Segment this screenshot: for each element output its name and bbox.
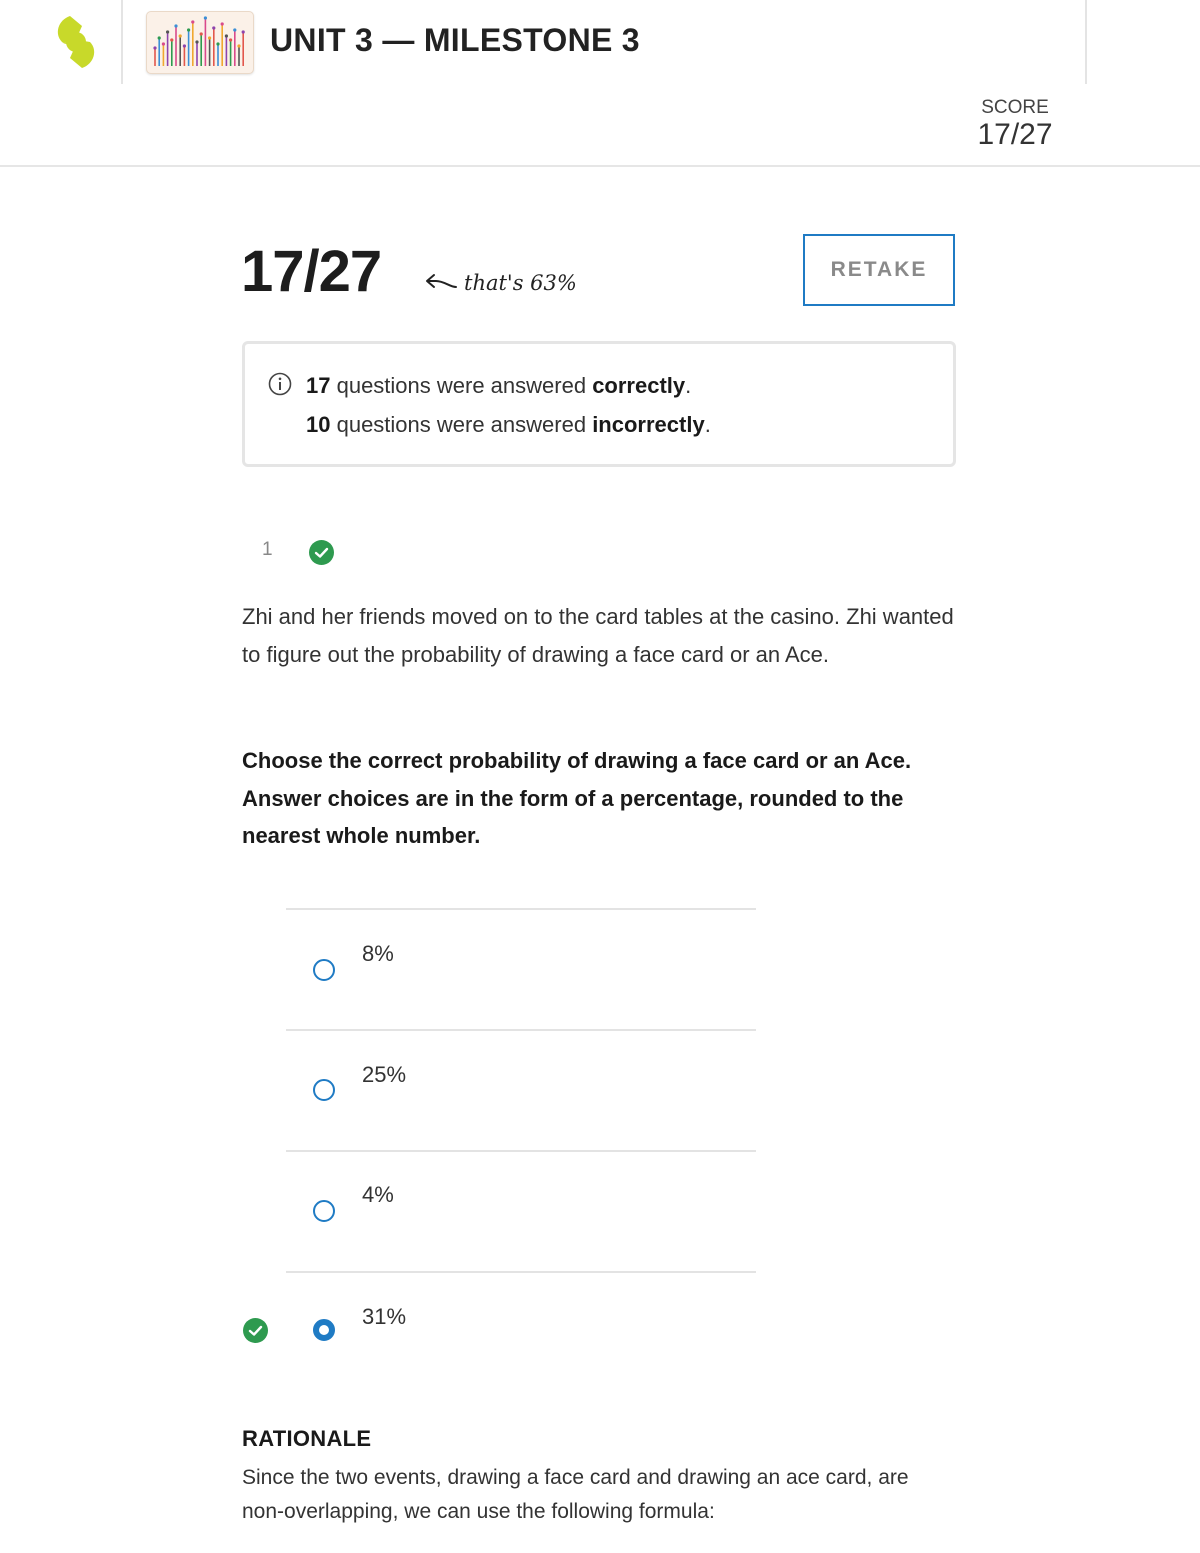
thumbnail-dot bbox=[191, 20, 194, 23]
radio-icon[interactable] bbox=[313, 959, 335, 981]
thumbnail-dot bbox=[242, 30, 245, 33]
info-icon bbox=[268, 372, 292, 396]
question-instruction: Choose the correct probability of drawing a face card or an Ace. Answer choices are in the form of a percentage, rounded to the nearest whole number. bbox=[242, 748, 912, 848]
option-divider bbox=[286, 908, 756, 910]
thumbnail-dot bbox=[233, 28, 236, 31]
thumbnail-dot bbox=[170, 38, 173, 41]
option-divider bbox=[286, 1029, 756, 1031]
thumbnail-dot bbox=[174, 24, 177, 27]
retake-button[interactable]: RETAKE bbox=[803, 234, 955, 306]
radio-icon[interactable] bbox=[313, 1079, 335, 1101]
curved-arrow-icon bbox=[424, 271, 458, 295]
check-circle-icon bbox=[243, 1318, 268, 1343]
option-label[interactable]: 31% bbox=[362, 1304, 407, 1329]
thumbnail-dot bbox=[179, 34, 182, 37]
results-summary-box bbox=[242, 341, 956, 467]
percent-text: that's 63% bbox=[464, 271, 577, 295]
check-circle-icon bbox=[309, 540, 334, 565]
option-label[interactable]: 4% bbox=[362, 1182, 394, 1207]
page-title: UNIT 3 — MILESTONE 3 bbox=[270, 22, 640, 58]
thumbnail-dot bbox=[153, 46, 156, 49]
thumbnail-dot bbox=[183, 44, 186, 47]
thumbnail-dot bbox=[212, 26, 215, 29]
incorrect-summary: 10 questions were answered incorrectly. bbox=[306, 412, 711, 437]
logo-icon[interactable] bbox=[52, 14, 100, 70]
thumbnail-dot bbox=[200, 32, 203, 35]
question-number: 1 bbox=[262, 539, 273, 560]
thumbnail-dot bbox=[225, 34, 228, 37]
option-label[interactable]: 8% bbox=[362, 941, 394, 966]
header-divider bbox=[121, 0, 123, 84]
thumbnail-dot bbox=[187, 28, 190, 31]
option-divider bbox=[286, 1150, 756, 1152]
percent-note bbox=[424, 266, 577, 300]
thumbnail-dot bbox=[162, 42, 165, 45]
score-value: 17/27 bbox=[977, 118, 1053, 151]
thumbnail-dot bbox=[229, 38, 232, 41]
rationale-title: RATIONALE bbox=[242, 1426, 372, 1451]
rationale-text: Since the two events, drawing a face card and drawing an ace card, are non-overlapping, we can use the following formula: bbox=[242, 1466, 909, 1523]
course-thumbnail bbox=[146, 11, 254, 74]
thumbnail-dot bbox=[208, 36, 211, 39]
thumbnail-dot bbox=[166, 30, 169, 33]
thumbnail-dot bbox=[216, 42, 219, 45]
header-divider bbox=[1085, 0, 1087, 84]
correct-summary: 17 questions were answered correctly. bbox=[306, 373, 692, 398]
big-score: 17/27 bbox=[241, 239, 382, 304]
thumbnail-dot bbox=[195, 40, 198, 43]
thumbnail-dot bbox=[158, 36, 161, 39]
question-text: Zhi and her friends moved on to the card tables at the casino. Zhi wanted to figure out the probability of drawing a face card or an Ace. bbox=[242, 604, 954, 667]
radio-icon-selected[interactable] bbox=[313, 1319, 335, 1341]
option-label[interactable]: 25% bbox=[362, 1062, 407, 1087]
thumbnail-dot bbox=[204, 16, 207, 19]
score-label: SCORE bbox=[981, 97, 1049, 118]
thumbnail-dot bbox=[221, 22, 224, 25]
thumbnail-dot bbox=[237, 44, 240, 47]
radio-icon[interactable] bbox=[313, 1200, 335, 1222]
option-divider bbox=[286, 1271, 756, 1273]
